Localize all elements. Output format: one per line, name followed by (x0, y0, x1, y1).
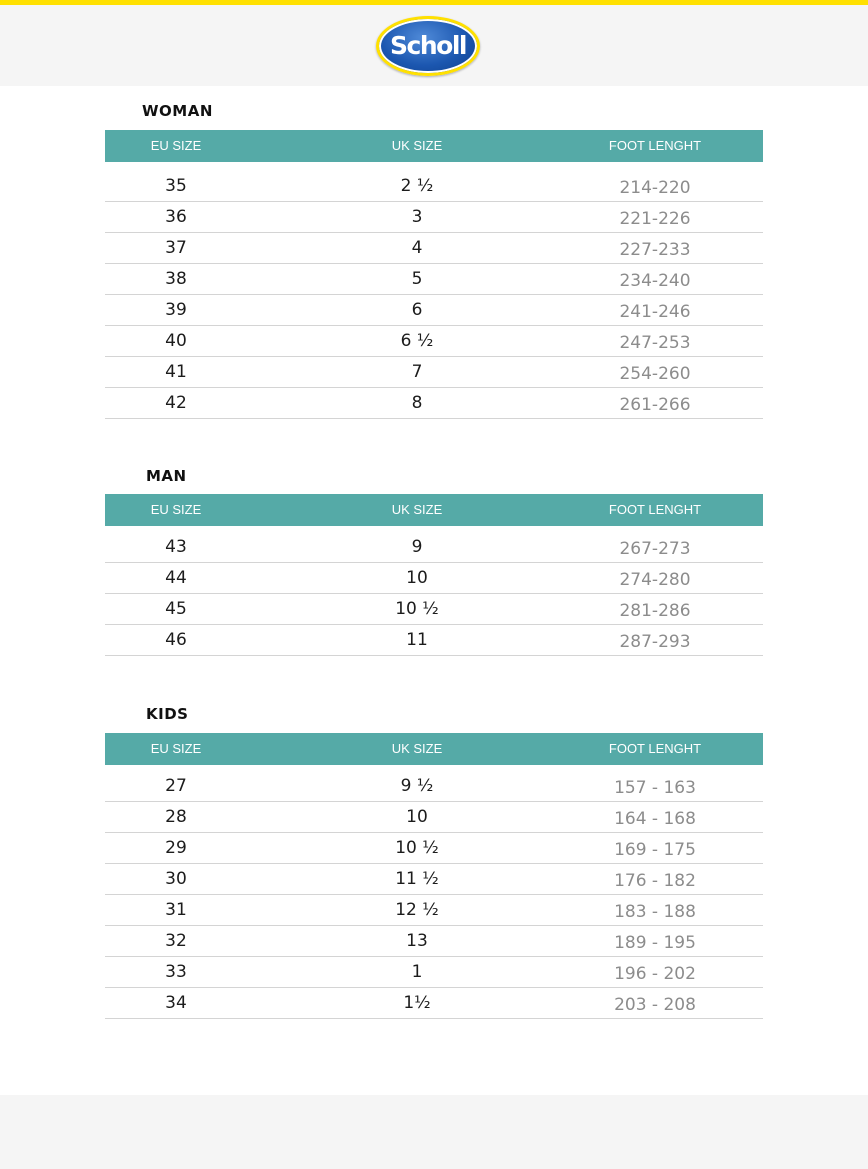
uk-size-cell: 1 (411, 962, 423, 982)
table-row (105, 594, 763, 625)
foot-length-cell: 189 - 195 (614, 933, 696, 953)
column-header-eu: EU SIZE (150, 502, 202, 517)
foot-length-cell: 254-260 (619, 364, 691, 384)
uk-size-cell: 7 (411, 362, 423, 382)
uk-size-cell: 9 (411, 537, 423, 557)
foot-length-cell: 164 - 168 (614, 809, 696, 829)
table-row (105, 833, 763, 864)
uk-size-cell: 1½ (403, 993, 431, 1013)
eu-size-cell: 33 (165, 962, 187, 982)
table-row (105, 295, 763, 326)
uk-size-cell: 10 ½ (395, 838, 439, 858)
page-header (0, 5, 868, 86)
eu-size-cell: 36 (165, 207, 187, 227)
foot-length-cell: 234-240 (619, 271, 691, 291)
table-row (105, 771, 763, 802)
foot-length-cell: 183 - 188 (614, 902, 696, 922)
table-row (105, 532, 763, 563)
eu-size-cell: 38 (165, 269, 187, 289)
uk-size-cell: 11 (406, 630, 428, 650)
foot-length-cell: 247-253 (619, 333, 691, 353)
table-row (105, 988, 763, 1019)
foot-length-cell: 196 - 202 (614, 964, 696, 984)
eu-size-cell: 29 (165, 838, 187, 858)
table-row (105, 357, 763, 388)
column-header-foot: FOOT LENGHT (608, 502, 702, 517)
eu-size-cell: 45 (165, 599, 187, 619)
eu-size-cell: 43 (165, 537, 187, 557)
uk-size-cell: 2 ½ (400, 176, 434, 196)
uk-size-cell: 6 (411, 300, 423, 320)
uk-size-cell: 9 ½ (400, 776, 434, 796)
foot-length-cell: 176 - 182 (614, 871, 696, 891)
eu-size-cell: 46 (165, 630, 187, 650)
foot-length-cell: 287-293 (619, 632, 691, 652)
eu-size-cell: 40 (165, 331, 187, 351)
uk-size-cell: 6 ½ (400, 331, 434, 351)
eu-size-cell: 30 (165, 869, 187, 889)
table-row (105, 802, 763, 833)
section-title-kids: KIDS (146, 705, 189, 723)
table-row (105, 895, 763, 926)
column-header-uk: UK SIZE (391, 502, 443, 517)
column-header-foot: FOOT LENGHT (608, 138, 702, 153)
foot-length-cell: 241-246 (619, 302, 691, 322)
section-title-man: MAN (146, 467, 187, 485)
foot-length-cell: 157 - 163 (614, 778, 696, 798)
foot-length-cell: 203 - 208 (614, 995, 696, 1015)
table-row (105, 171, 763, 202)
uk-size-cell: 13 (406, 931, 428, 951)
uk-size-cell: 4 (411, 238, 423, 258)
uk-size-cell: 10 (406, 568, 428, 588)
scholl-logo (376, 16, 480, 76)
table-row (105, 957, 763, 988)
eu-size-cell: 44 (165, 568, 187, 588)
table-header (105, 130, 763, 162)
table-header (105, 494, 763, 526)
eu-size-cell: 27 (165, 776, 187, 796)
foot-length-cell: 227-233 (619, 240, 691, 260)
table-row (105, 926, 763, 957)
uk-size-cell: 10 ½ (395, 599, 439, 619)
table-row (105, 264, 763, 295)
column-header-eu: EU SIZE (150, 741, 202, 756)
table-row (105, 625, 763, 656)
uk-size-cell: 10 (406, 807, 428, 827)
table-header (105, 733, 763, 765)
eu-size-cell: 31 (165, 900, 187, 920)
eu-size-cell: 42 (165, 393, 187, 413)
eu-size-cell: 28 (165, 807, 187, 827)
page-footer (0, 1095, 868, 1169)
column-header-uk: UK SIZE (391, 741, 443, 756)
table-row (105, 202, 763, 233)
eu-size-cell: 35 (165, 176, 187, 196)
foot-length-cell: 214-220 (619, 178, 691, 198)
uk-size-cell: 3 (411, 207, 423, 227)
table-row (105, 326, 763, 357)
uk-size-cell: 8 (411, 393, 423, 413)
uk-size-cell: 5 (411, 269, 423, 289)
logo-text: Scholl (390, 30, 466, 60)
eu-size-cell: 41 (165, 362, 187, 382)
uk-size-cell: 12 ½ (395, 900, 439, 920)
table-row (105, 864, 763, 895)
column-header-eu: EU SIZE (150, 138, 202, 153)
foot-length-cell: 274-280 (619, 570, 691, 590)
column-header-foot: FOOT LENGHT (608, 741, 702, 756)
column-header-uk: UK SIZE (391, 138, 443, 153)
table-row (105, 563, 763, 594)
eu-size-cell: 39 (165, 300, 187, 320)
foot-length-cell: 261-266 (619, 395, 691, 415)
foot-length-cell: 169 - 175 (614, 840, 696, 860)
foot-length-cell: 281-286 (619, 601, 691, 621)
foot-length-cell: 221-226 (619, 209, 691, 229)
foot-length-cell: 267-273 (619, 539, 691, 559)
table-row (105, 233, 763, 264)
uk-size-cell: 11 ½ (395, 869, 439, 889)
section-title-woman: WOMAN (142, 102, 213, 120)
eu-size-cell: 32 (165, 931, 187, 951)
table-row (105, 388, 763, 419)
eu-size-cell: 37 (165, 238, 187, 258)
eu-size-cell: 34 (165, 993, 187, 1013)
